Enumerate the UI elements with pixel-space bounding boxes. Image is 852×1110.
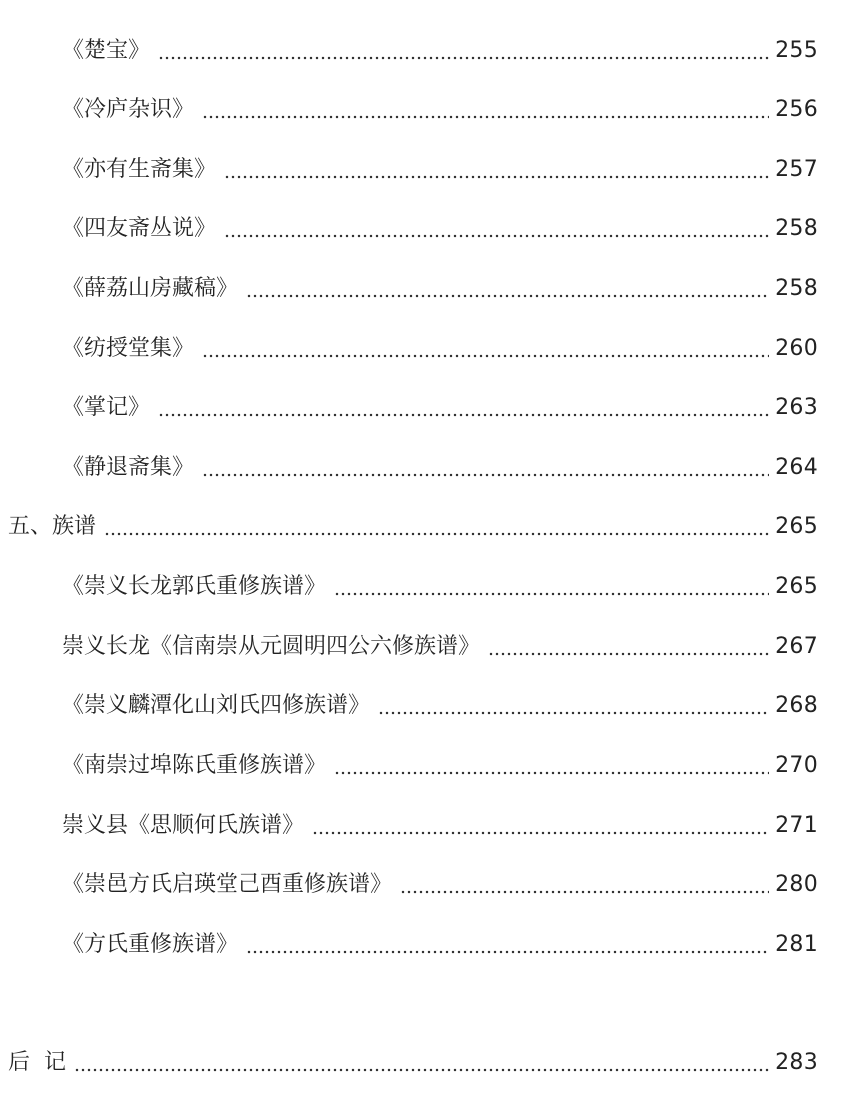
- toc-entry-title: 《崇义麟潭化山刘氏四修族谱》: [62, 693, 371, 718]
- dot-leader: [488, 632, 769, 662]
- toc-entry[interactable]: [62, 691, 818, 721]
- toc-entry-title: 《薛荔山房藏稿》: [62, 276, 239, 301]
- toc-entry[interactable]: [62, 453, 818, 483]
- toc-entry-title: 后 记: [8, 1050, 66, 1075]
- dot-leader: [202, 453, 769, 483]
- dot-leader: [246, 274, 769, 304]
- dot-leader: [158, 36, 769, 66]
- toc-entry[interactable]: [62, 870, 818, 900]
- toc-entry-title: 《楚宝》: [62, 38, 151, 63]
- toc-entry-page: 263: [775, 395, 818, 420]
- toc-entry-page: 257: [775, 157, 818, 182]
- toc-afterword-entry[interactable]: [8, 1048, 818, 1078]
- dot-leader: [378, 691, 769, 721]
- toc-entry-page: 283: [775, 1050, 818, 1075]
- toc-entry-page: 281: [775, 932, 818, 957]
- toc-entry[interactable]: [62, 572, 818, 602]
- toc-entry[interactable]: [62, 36, 818, 66]
- toc-entry-page: 260: [775, 336, 818, 361]
- toc-entry-page: 264: [775, 455, 818, 480]
- toc-entry-page: 258: [775, 216, 818, 241]
- dot-leader: [224, 214, 769, 244]
- dot-leader: [312, 811, 769, 841]
- dot-leader: [246, 930, 769, 960]
- toc-entry-page: 271: [775, 813, 818, 838]
- dot-leader: [400, 870, 769, 900]
- toc-entry-title: 《崇义长龙郭氏重修族谱》: [62, 574, 327, 599]
- toc-entry[interactable]: [62, 155, 818, 185]
- toc-entry-page: 268: [775, 693, 818, 718]
- toc-entry-page: 280: [775, 872, 818, 897]
- toc-entry[interactable]: [62, 811, 818, 841]
- dot-leader: [334, 751, 769, 781]
- dot-leader: [104, 512, 769, 542]
- dot-leader: [202, 95, 769, 125]
- dot-leader: [224, 155, 769, 185]
- toc-entry-title: 《亦有生斋集》: [62, 157, 217, 182]
- toc-entry-title: 《崇邑方氏启瑛堂己酉重修族谱》: [62, 872, 393, 897]
- toc-entry-page: 255: [775, 38, 818, 63]
- dot-leader: [158, 393, 769, 423]
- toc-entry-page: 265: [775, 574, 818, 599]
- toc-entry-title: 《南崇过埠陈氏重修族谱》: [62, 753, 327, 778]
- toc-section-heading[interactable]: [8, 512, 818, 542]
- toc-entry-title: 崇义县《思顺何氏族谱》: [62, 813, 305, 838]
- toc-entry-title: 崇义长龙《信南崇从元圆明四公六修族谱》: [62, 634, 481, 659]
- toc-entry-title: 《掌记》: [62, 395, 151, 420]
- toc-entry[interactable]: [62, 95, 818, 125]
- dot-leader: [334, 572, 769, 602]
- toc-entry-title: 《静退斋集》: [62, 455, 195, 480]
- toc-entry[interactable]: [62, 751, 818, 781]
- toc-entry-title: 《冷庐杂识》: [62, 97, 195, 122]
- toc-entry[interactable]: [62, 632, 818, 662]
- toc-entry[interactable]: [62, 393, 818, 423]
- toc-entry-title: 五、族谱: [8, 514, 97, 539]
- dot-leader: [74, 1048, 769, 1078]
- toc-entry-page: 267: [775, 634, 818, 659]
- toc-entry-page: 256: [775, 97, 818, 122]
- toc-entry-title: 《四友斋丛说》: [62, 216, 217, 241]
- toc-entry[interactable]: [62, 214, 818, 244]
- toc-entry-page: 265: [775, 514, 818, 539]
- dot-leader: [202, 334, 769, 364]
- toc-entry[interactable]: [62, 274, 818, 304]
- toc-entry-page: 258: [775, 276, 818, 301]
- toc-entry[interactable]: [62, 334, 818, 364]
- toc-entry[interactable]: [62, 930, 818, 960]
- toc-entry-title: 《方氏重修族谱》: [62, 932, 239, 957]
- toc-entry-title: 《纺授堂集》: [62, 336, 195, 361]
- toc-entry-page: 270: [775, 753, 818, 778]
